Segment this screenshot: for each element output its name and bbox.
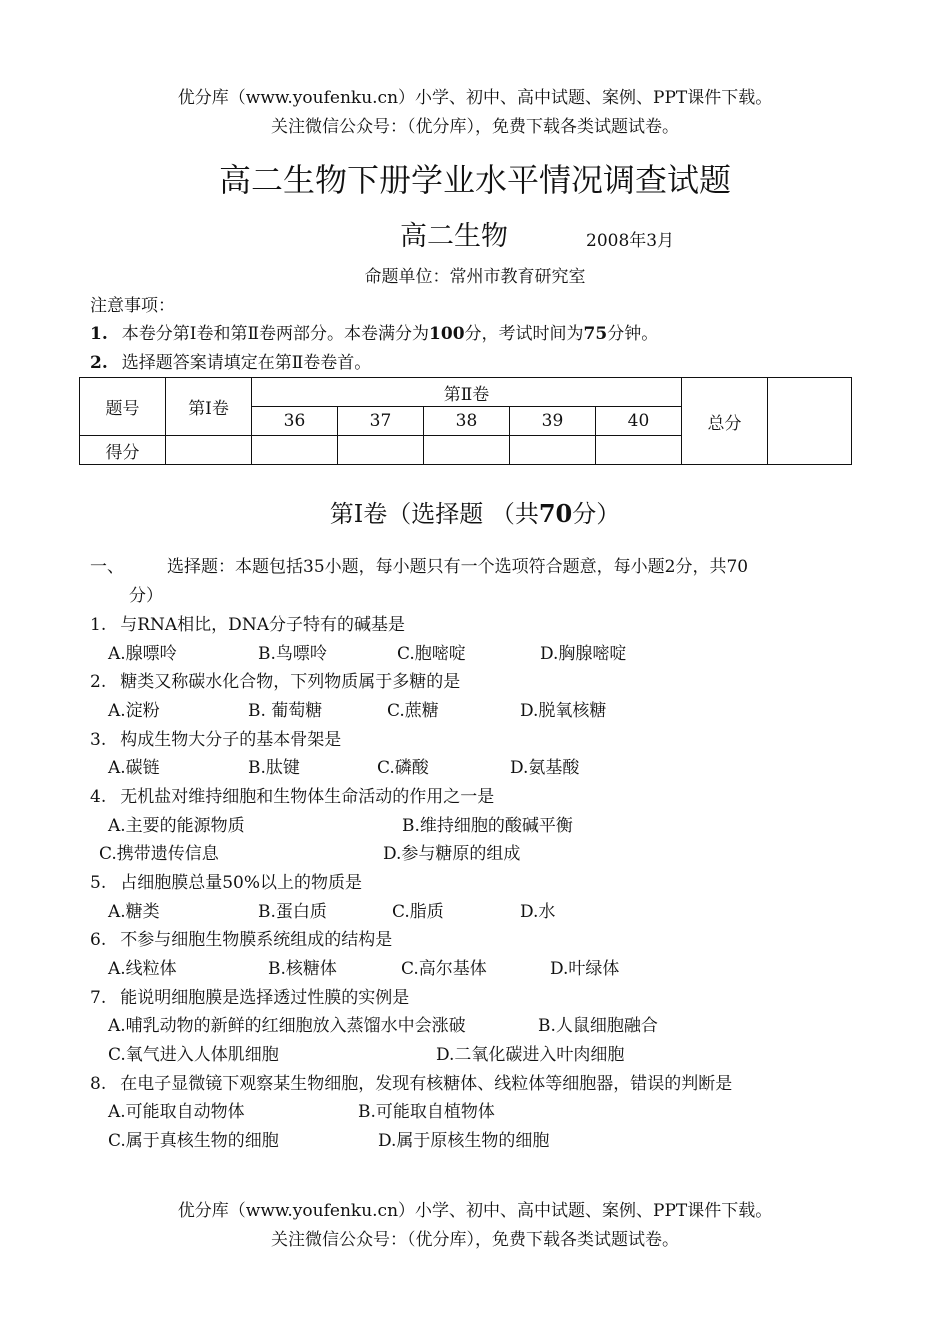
option-b: B.鸟嘌呤 bbox=[258, 644, 327, 664]
exam-minutes: 75 bbox=[583, 324, 608, 344]
option-c: C.高尔基体 bbox=[401, 959, 487, 979]
section-points: 70 bbox=[538, 499, 573, 528]
notice-item-2 bbox=[90, 349, 371, 377]
question-number: 3. bbox=[90, 730, 107, 750]
option-a: A.可能取自动物体 bbox=[108, 1102, 245, 1122]
question-number: 6. bbox=[90, 930, 107, 950]
question-4-stem bbox=[90, 783, 494, 811]
question-number: 4. bbox=[90, 787, 107, 807]
option-d: D.水 bbox=[520, 902, 556, 922]
option-b: B.肽键 bbox=[248, 758, 300, 778]
header-tihao: 题号 bbox=[80, 378, 166, 436]
score-cell[interactable] bbox=[424, 436, 510, 465]
notice-item-number: 1. bbox=[90, 324, 108, 344]
author-unit: 命题单位：常州市教育研究室 bbox=[364, 267, 586, 287]
option-c: C.胞嘧啶 bbox=[397, 644, 466, 664]
option-b: B. 葡萄糖 bbox=[248, 701, 323, 721]
option-c: C.属于真核生物的细胞 bbox=[108, 1131, 279, 1151]
option-d: D.属于原核生物的细胞 bbox=[378, 1131, 550, 1151]
header-line-2: 关注微信公众号：（优分库），免费下载各类试题试卷。 bbox=[271, 117, 679, 137]
option-d: D.参与糖原的组成 bbox=[383, 844, 521, 864]
question-2-stem bbox=[90, 668, 460, 696]
question-3-stem bbox=[90, 726, 341, 754]
option-c: C.携带遗传信息 bbox=[99, 844, 219, 864]
question-text: 能说明细胞膜是选择透过性膜的实例是 bbox=[120, 988, 410, 1008]
notice-heading: 注意事项： bbox=[90, 296, 175, 316]
option-c: C.氧气进入人体肌细胞 bbox=[108, 1045, 279, 1065]
score-table bbox=[79, 377, 852, 465]
header-juan1: 第Ⅰ卷 bbox=[166, 378, 252, 436]
instruction-text: 选择题：本题包括35小题，每小题只有一个选项符合题意，每小题2分，共70 bbox=[167, 557, 749, 577]
option-b: B.可能取自植物体 bbox=[358, 1102, 495, 1122]
option-c: C.脂质 bbox=[392, 902, 444, 922]
question-text: 不参与细胞生物膜系统组成的结构是 bbox=[120, 930, 393, 950]
section-heading-text: 第Ⅰ卷（选择题 （共 bbox=[329, 500, 539, 528]
total-score-cell[interactable] bbox=[768, 378, 852, 465]
question-6-stem bbox=[90, 926, 392, 954]
notice-text: 分钟。 bbox=[607, 324, 659, 344]
header-juan2: 第Ⅱ卷 bbox=[252, 378, 682, 407]
question-text: 糖类又称碳水化合物，下列物质属于多糖的是 bbox=[120, 672, 461, 692]
option-b: B.核糖体 bbox=[268, 959, 337, 979]
notice-item-number: 2. bbox=[90, 353, 108, 373]
notice-text: 分，考试时间为 bbox=[464, 324, 584, 344]
score-cell[interactable] bbox=[510, 436, 596, 465]
header-line-1: 优分库（www.youfenku.cn）小学、初中、高中试题、案例、PPT课件下载。 bbox=[177, 88, 773, 108]
option-b: B.人鼠细胞融合 bbox=[538, 1016, 658, 1036]
option-a: A.主要的能源物质 bbox=[108, 816, 245, 836]
question-text: 占细胞膜总量50%以上的物质是 bbox=[120, 873, 363, 893]
question-col-38: 38 bbox=[424, 407, 510, 436]
question-number: 2. bbox=[90, 672, 107, 692]
notice-text: 选择题答案请填定在第Ⅱ卷卷首。 bbox=[121, 353, 372, 373]
option-d: D.脱氧核糖 bbox=[520, 701, 607, 721]
option-a: A.腺嘌呤 bbox=[108, 644, 177, 664]
question-number: 7. bbox=[90, 988, 107, 1008]
question-col-39: 39 bbox=[510, 407, 596, 436]
question-text: 在电子显微镜下观察某生物细胞，发现有核糖体、线粒体等细胞器，错误的判断是 bbox=[120, 1074, 733, 1094]
subject-subtitle: 高二生物 bbox=[400, 221, 508, 252]
row-label-defen: 得分 bbox=[80, 436, 166, 465]
score-cell[interactable] bbox=[252, 436, 338, 465]
score-cell[interactable] bbox=[166, 436, 252, 465]
option-b: B.蛋白质 bbox=[258, 902, 327, 922]
question-8-stem bbox=[90, 1070, 732, 1098]
option-a: A.淀粉 bbox=[108, 701, 160, 721]
question-text: 无机盐对维持细胞和生物体生命活动的作用之一是 bbox=[120, 787, 495, 807]
question-number: 1. bbox=[90, 615, 107, 635]
footer-line-1: 优分库（www.youfenku.cn）小学、初中、高中试题、案例、PPT课件下载。 bbox=[177, 1201, 773, 1221]
question-text: 构成生物大分子的基本骨架是 bbox=[120, 730, 342, 750]
option-a: A.碳链 bbox=[108, 758, 160, 778]
exam-date: 2008年3月 bbox=[586, 231, 675, 251]
option-a: A.糖类 bbox=[108, 902, 160, 922]
option-a: A.哺乳动物的新鲜的红细胞放入蒸馏水中会涨破 bbox=[108, 1016, 466, 1036]
question-7-stem bbox=[90, 984, 409, 1012]
score-cell[interactable] bbox=[338, 436, 424, 465]
footer-line-2: 关注微信公众号：（优分库），免费下载各类试题试卷。 bbox=[271, 1230, 679, 1250]
question-number: 5. bbox=[90, 873, 107, 893]
option-d: D.胸腺嘧啶 bbox=[540, 644, 627, 664]
header-total: 总分 bbox=[682, 378, 768, 465]
question-5-stem bbox=[90, 869, 362, 897]
section-heading-text: 分） bbox=[572, 500, 621, 528]
question-col-37: 37 bbox=[338, 407, 424, 436]
option-a: A.线粒体 bbox=[108, 959, 177, 979]
option-d: D.叶绿体 bbox=[550, 959, 620, 979]
total-score: 100 bbox=[429, 324, 465, 344]
page-title: 高二生物下册学业水平情况调查试题 bbox=[218, 161, 731, 199]
score-cell[interactable] bbox=[596, 436, 682, 465]
question-col-40: 40 bbox=[596, 407, 682, 436]
section-1-heading bbox=[0, 494, 950, 529]
option-b: B.维持细胞的酸碱平衡 bbox=[402, 816, 573, 836]
option-d: D.氨基酸 bbox=[510, 758, 580, 778]
question-text: 与RNA相比，DNA分子特有的碱基是 bbox=[120, 615, 405, 635]
question-col-36: 36 bbox=[252, 407, 338, 436]
question-number: 8. bbox=[90, 1074, 107, 1094]
question-1-stem bbox=[90, 611, 405, 639]
instruction-number: 一、 bbox=[90, 557, 124, 577]
notice-item-1 bbox=[90, 320, 658, 348]
option-c: C.磷酸 bbox=[377, 758, 429, 778]
option-c: C.蔗糖 bbox=[387, 701, 439, 721]
option-d: D.二氧化碳进入叶肉细胞 bbox=[436, 1045, 625, 1065]
notice-text: 本卷分第Ⅰ卷和第Ⅱ卷两部分。本卷满分为 bbox=[121, 324, 430, 344]
instruction-continuation: 分） bbox=[129, 586, 163, 606]
